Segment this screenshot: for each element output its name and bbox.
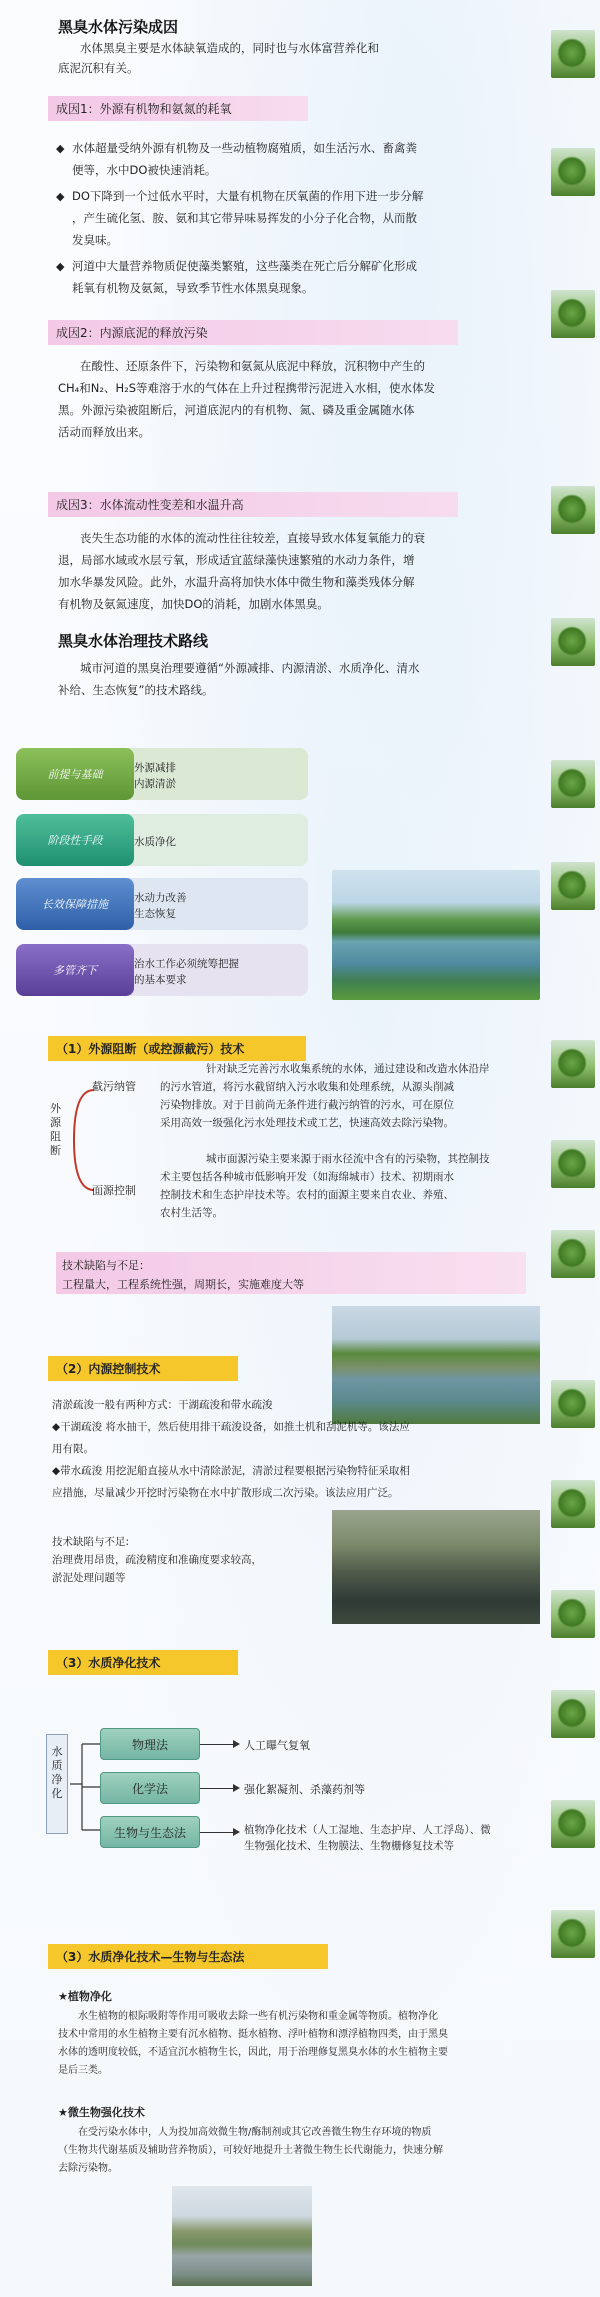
cause-2-text: 活动而释放出来。 <box>58 425 150 439</box>
route-item: 水质净化 <box>134 836 176 848</box>
plant-thumbnail <box>551 30 595 78</box>
cause-1-label: 成因1：外源有机物和氨氮的耗氧 <box>48 96 308 121</box>
plant-thumbnail <box>551 1040 595 1088</box>
cause-1-text: 发臭味。 <box>72 233 118 247</box>
route-intro: 补给、生态恢复”的技术路线。 <box>58 683 214 697</box>
plant-thumbnail <box>551 290 595 338</box>
tech-3-header: （3）水质净化技术 <box>48 1650 238 1675</box>
plant-text: 是后三类。 <box>58 2065 108 2076</box>
route-item: 外源减排 <box>134 762 176 774</box>
route-item: 的基本要求 <box>134 974 187 986</box>
pond-photo <box>332 870 540 1000</box>
tech-2-text: ◆干湖疏浚 将水抽干，然后使用排干疏浚设备，如推土机和刮泥机等。该法应 <box>52 1421 410 1433</box>
cause-3-text: 退，局部水域或水层亏氧，形成适宜蓝绿藻快速繁殖的水动力条件，增 <box>58 553 415 567</box>
route-item: 治水工作必须统筹把握 <box>134 958 239 970</box>
route-label: 阶段性手段 <box>16 814 134 866</box>
cause-3-text: 丧失生态功能的水体的流动性往往较差，直接导致水体复氧能力的衰 <box>80 531 425 545</box>
route-label: 多管齐下 <box>16 944 134 996</box>
route-label: 前提与基础 <box>16 748 134 800</box>
plant-title: ★植物净化 <box>58 1990 112 2003</box>
cause-1-text: ，产生硫化氢、胺、氨和其它带异味易挥发的小分子化合物，从而散 <box>72 211 417 225</box>
tech-2-defect-text: 治理费用昂贵，疏浚精度和准确度要求较高， <box>52 1554 262 1566</box>
cause-2-text: CH₄和N₂、H₂S等难溶于水的气体在上升过程携带污泥进入水相，使水体发 <box>58 381 436 395</box>
method-desc: 强化絮凝剂、杀藻药剂等 <box>244 1783 365 1796</box>
plant-thumbnail <box>551 1380 595 1428</box>
route-label: 长效保障措施 <box>16 878 134 930</box>
microbe-text: （生物共代谢基质及辅助营养物质），可较好地提升土著微生物生长代谢能力，快速分解 <box>58 2145 443 2156</box>
plant-thumbnail <box>551 862 595 910</box>
method-physical: 物理法 <box>100 1728 200 1760</box>
microbe-title: ★微生物强化技术 <box>58 2106 145 2119</box>
route-item: 内源清淤 <box>134 778 176 790</box>
tech-2-header: （2）内源控制技术 <box>48 1356 238 1381</box>
tech-2-text: ◆带水疏浚 用挖泥船直接从水中清除淤泥，清淤过程要根据污染物特征采取相 <box>52 1465 410 1477</box>
route-box <box>120 814 308 866</box>
tech-1-text: 针对缺乏完善污水收集系统的水体，通过建设和改造水体沿岸 <box>206 1063 490 1075</box>
plant-thumbnail <box>551 1590 595 1638</box>
plant-thumbnail <box>551 1800 595 1848</box>
intro-line: 水体黑臭主要是水体缺氧造成的，同时也与水体富营养化和 <box>80 41 379 55</box>
defect-text: 工程量大，工程系统性强，周期长，实施难度大等 <box>62 1278 304 1291</box>
microbe-text: 去除污染物。 <box>58 2163 118 2174</box>
tech-1-text: 城市面源污染主要来源于雨水径流中含有的污染物，其控制技 <box>206 1153 490 1165</box>
tech-1-text: 采用高效一级强化污水处理技术或工艺，快速高效去除污染物。 <box>160 1117 454 1129</box>
branch-label: 面源控制 <box>92 1184 136 1197</box>
dredging-photo <box>332 1510 540 1624</box>
method-desc: 人工曝气复氧 <box>244 1739 310 1752</box>
cause-1-bullet: ◆ 水体超量受纳外源有机物及一些动植物腐殖质，如生活污水、畜禽粪 <box>72 138 417 159</box>
tech-2-defect-text: 淤泥处理问题等 <box>52 1572 126 1584</box>
plant-thumbnail <box>551 1910 595 1958</box>
microbe-text: 在受污染水体中，人为投加高效微生物/酶制剂或其它改善微生物生存环境的物质 <box>78 2127 432 2138</box>
route-box <box>120 748 308 800</box>
dredging-photo <box>332 1306 540 1424</box>
cause-2-label: 成因2：内源底泥的释放污染 <box>48 320 458 345</box>
tech-1-text: 污染物排放。对于目前尚无条件进行截污纳管的污水，可在原位 <box>160 1099 454 1111</box>
cause-3-label: 成因3：水体流动性变差和水温升高 <box>48 492 458 517</box>
tech-1-text: 农村生活等。 <box>160 1207 223 1219</box>
tech-1-text: 术主要包括各种城市低影响开发（如海绵城市）技术、初期雨水 <box>160 1171 454 1183</box>
cause-1-bullet: ◆ DO下降到一个过低水平时，大量有机物在厌氧菌的作用下进一步分解 <box>72 186 423 207</box>
arrow-icon <box>200 1788 238 1789</box>
channel-photo <box>172 2186 312 2286</box>
tech-2-text: 应措施，尽量减少开挖时污染物在水中扩散形成二次污染。该法应用广泛。 <box>52 1487 399 1499</box>
section-title: 黑臭水体污染成因 <box>58 18 179 36</box>
defect-label: 技术缺陷与不足： <box>62 1259 150 1272</box>
plant-text: 技术中常用的水生植物主要有沉水植物、挺水植物、浮叶植物和漂浮植物四类，由于黑臭 <box>58 2029 448 2040</box>
tech-1-text: 控制技术和生态护岸技术等。农村的面源主要来自农业、养殖、 <box>160 1189 454 1201</box>
cause-3-text: 加水华暴发风险。此外，水温升高将加快水体中微生物和藻类残体分解 <box>58 575 415 589</box>
cause-2-text: 在酸性、还原条件下，污染物和氨氮从底泥中释放，沉积物中产生的 <box>80 359 425 373</box>
route-item: 生态恢复 <box>134 908 176 920</box>
purification-side-label: 水质净化 <box>46 1734 68 1834</box>
plant-thumbnail <box>551 1480 595 1528</box>
defect-box <box>56 1252 526 1294</box>
plant-thumbnail <box>551 148 595 196</box>
tech-3b-header: （3）水质净化技术—生物与生态法 <box>48 1944 328 1969</box>
method-chemical: 化学法 <box>100 1772 200 1804</box>
cause-1-bullet: ◆ 河道中大量营养物质促使藻类繁殖，这些藻类在死亡后分解矿化形成 <box>72 256 417 277</box>
connector-icon <box>68 1730 102 1840</box>
tech-2-text: 清淤疏浚一般有两种方式：干湖疏浚和带水疏浚 <box>52 1399 273 1411</box>
plant-text: 水体的透明度较低，不适宜沉水植物生长，因此，用于治理修复黑臭水体的水生植物主要 <box>58 2047 448 2058</box>
tech-1-header: （1）外源阻断（或控源截污）技术 <box>48 1036 306 1061</box>
arrow-icon <box>200 1832 238 1833</box>
plant-thumbnail <box>551 1690 595 1738</box>
plant-thumbnail <box>551 760 595 808</box>
cause-1-text: 耗氧有机物及氨氮，导致季节性水体黑臭现象。 <box>72 281 314 295</box>
method-biological: 生物与生态法 <box>100 1816 200 1848</box>
plant-thumbnail <box>551 1230 595 1278</box>
route-intro: 城市河道的黑臭治理要遵循“外源减排、内源清淤、水质净化、清水 <box>80 661 420 675</box>
cause-3-text: 有机物及氨氮速度，加快DO的消耗，加剧水体黑臭。 <box>58 597 329 611</box>
method-desc: 植物净化技术（人工湿地、生态护岸、人工浮岛）、微 <box>244 1824 491 1836</box>
tech-2-defect-label: 技术缺陷与不足: <box>52 1536 130 1548</box>
plant-text: 水生植物的根际吸附等作用可吸收去除一些有机污染物和重金属等物质。植物净化 <box>78 2011 438 2022</box>
tech-1-text: 的污水管道，将污水截留纳入污水收集和处理系统，从源头削减 <box>160 1081 454 1093</box>
method-desc: 生物强化技术、生物膜法、生物栅修复技术等 <box>244 1840 454 1852</box>
route-box <box>120 944 308 996</box>
section-title: 黑臭水体治理技术路线 <box>58 632 209 650</box>
plant-thumbnail <box>551 486 595 534</box>
arrow-icon <box>200 1744 238 1745</box>
plant-thumbnail <box>551 618 595 666</box>
cause-2-text: 黑。外源污染被阻断后，河道底泥内的有机物、氮、磷及重金属随水体 <box>58 403 415 417</box>
route-box <box>120 878 308 930</box>
cause-1-text: 便等，水中DO被快速消耗。 <box>72 163 217 177</box>
intro-line: 底泥沉积有关。 <box>58 61 139 75</box>
plant-thumbnail <box>551 1140 595 1188</box>
tech-2-text: 用有限。 <box>52 1443 94 1455</box>
branch-label: 截污纳管 <box>92 1080 136 1093</box>
tech-1-side-label: 外源阻断 <box>50 1102 61 1157</box>
route-item: 水动力改善 <box>134 892 187 904</box>
